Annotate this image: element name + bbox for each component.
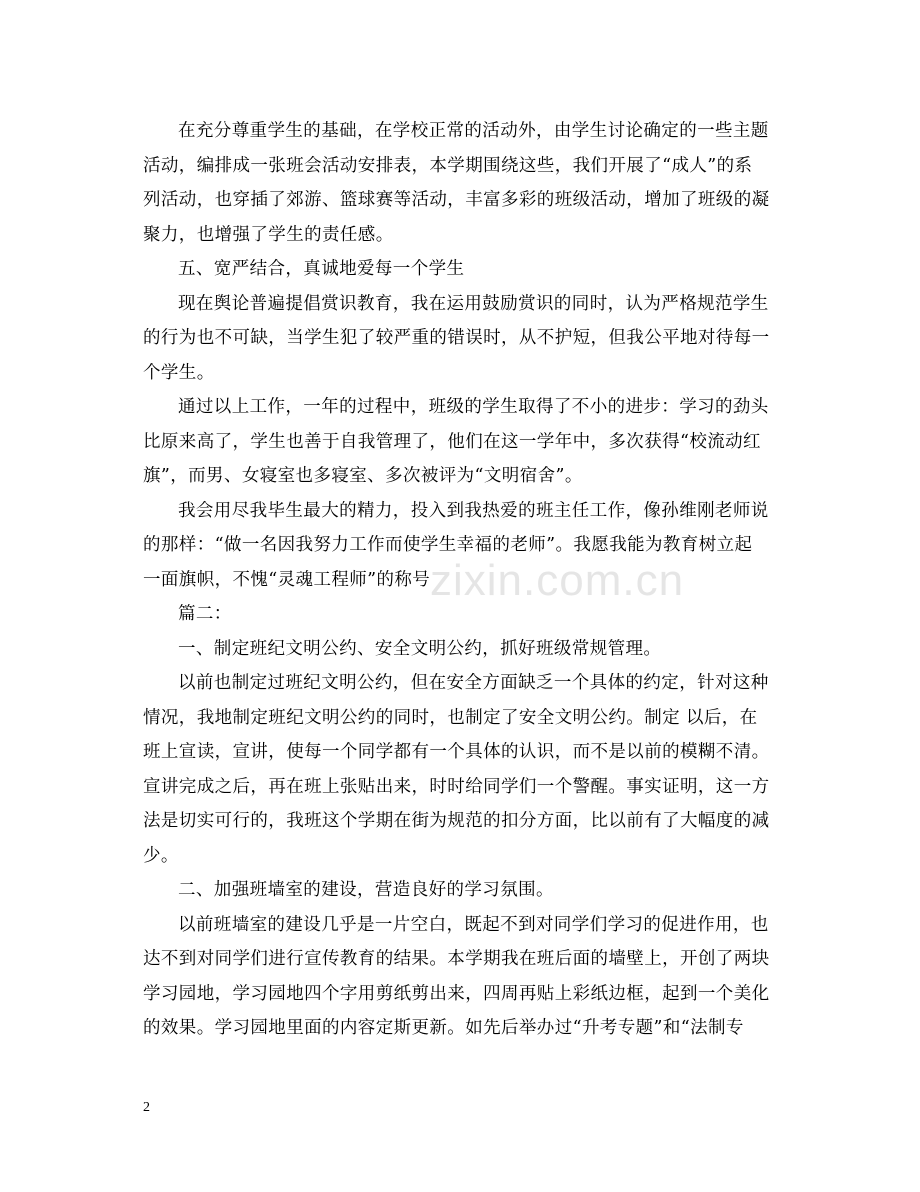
paragraph-line: 的那样：“做一名因我努力工作而使学生幸福的老师”。我愿我能为教育树立起 — [143, 535, 753, 555]
paragraph — [143, 114, 783, 252]
page-number: 2 — [143, 1100, 150, 1115]
paragraph-line: 个学生。 — [143, 362, 215, 383]
paragraph-line: 活动，编排成一张班会活动安排表，本学期围绕这些，我们开展了“成人”的系 — [143, 155, 753, 176]
paragraph-line: 一面旗帜，不愧“灵魂工程师”的称号 — [143, 569, 431, 590]
paragraph-line: 以前也制定过班纪文明公约，但在安全方面缺乏一个具体的约定，针对这种 — [178, 673, 769, 693]
paragraph-line: 法是切实可行的，我班这个学期在街为规范的扣分方面，比以前有了大幅度的减 — [143, 811, 770, 831]
paragraph — [143, 666, 783, 873]
paragraph-line: 比原来高了，学生也善于自我管理了，他们在这一学年中，多次获得“校流动红 — [143, 431, 761, 452]
paragraph-line: 宣讲完成之后，再在班上张贴出来，时时给同学们一个警醒。事实证明，这一方 — [143, 776, 770, 797]
paragraph-line: 的行为也不可缺，当学生犯了较严重的错误时，从不护短，但我公平地对待每一 — [143, 328, 770, 348]
paragraph — [143, 597, 783, 632]
paragraph-line: 通过以上工作，一年的过程中，班级的学生取得了不小的进步：学习的劲头 — [178, 397, 769, 417]
document-body — [143, 114, 783, 1046]
paragraph — [143, 390, 783, 494]
paragraph-line: 达不到对同学们进行宣传教育的结果。本学期我在班后面的墙壁上，开创了两块 — [143, 949, 770, 969]
paragraph-line: 二、加强班墙室的建设，营造良好的学习氛围。 — [178, 880, 554, 900]
paragraph-line: 篇二： — [178, 604, 232, 624]
paragraph — [143, 908, 783, 1046]
paragraph-line: 聚力，也增强了学生的责任感。 — [143, 224, 394, 245]
paragraph-line: 班上宣读，宣讲，使每一个同学都有一个具体的认识，而不是以前的模糊不清。 — [143, 742, 770, 762]
paragraph-line: 在充分尊重学生的基础，在学校正常的活动外，由学生讨论确定的一些主题 — [178, 121, 769, 141]
paragraph-line: 情况，我地制定班纪文明公约的同时，也制定了安全文明公约。制定 以后，在 — [143, 707, 758, 728]
paragraph-line: 我会用尽我毕生最大的精力，投入到我热爱的班主任工作，像孙维刚老师说 — [178, 500, 769, 521]
paragraph-line: 的效果。学习园地里面的内容定斯更新。如先后举办过“升考专题”和“法制专 — [143, 1018, 744, 1038]
paragraph-line: 列活动，也穿插了郊游、篮球赛等活动，丰富多彩的班级活动，增加了班级的凝 — [143, 190, 770, 210]
paragraph-line: 以前班墙室的建设几乎是一片空白，既起不到对同学们学习的促进作用，也 — [178, 914, 769, 935]
paragraph — [143, 252, 783, 287]
paragraph-line: 少。 — [143, 845, 179, 866]
paragraph — [143, 287, 783, 391]
paragraph-line: 一、制定班纪文明公约、安全文明公约，抓好班级常规管理。 — [178, 638, 662, 659]
watermark: zixin.com.cn — [430, 556, 685, 605]
paragraph-line: 五、宽严结合，真诚地爱每一个学生 — [178, 259, 465, 279]
paragraph-line: 现在舆论普遍提倡赏识教育，我在运用鼓励赏识的同时，认为严格规范学生 — [178, 293, 769, 314]
paragraph-line: 学习园地，学习园地四个字用剪纸剪出来，四周再贴上彩纸边框，起到一个美化 — [143, 983, 770, 1004]
paragraph — [143, 632, 783, 667]
paragraph — [143, 494, 783, 598]
paragraph-line: 旗”，而男、女寝室也多寝室、多次被评为“文明宿舍”。 — [143, 466, 583, 486]
paragraph — [143, 873, 783, 908]
